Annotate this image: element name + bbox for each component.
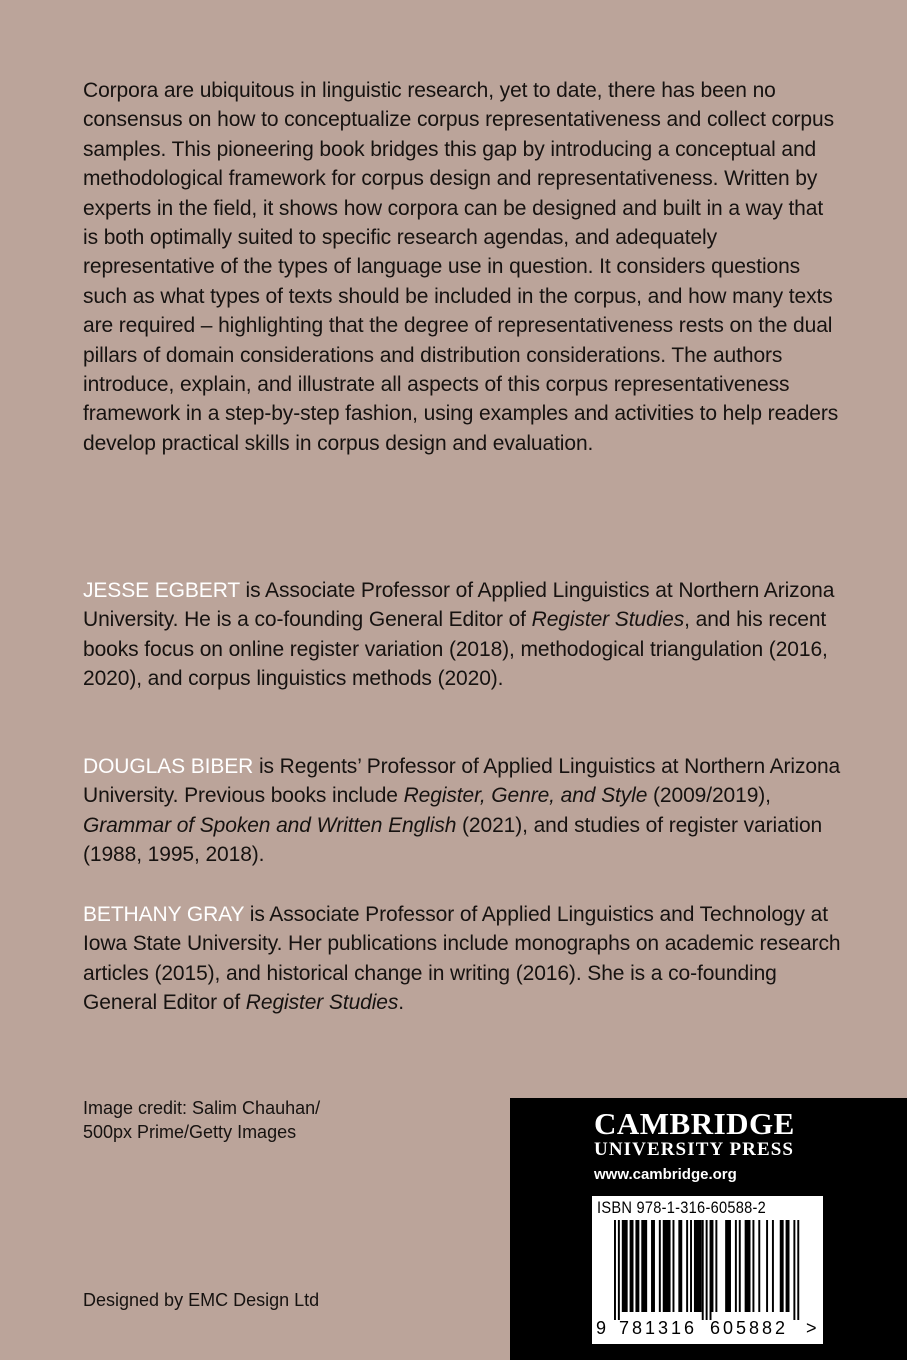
book-title: Grammar of Spoken and Written English (83, 813, 457, 837)
isbn-label: ISBN 978-1-316-60588-2 (597, 1198, 767, 1217)
barcode-bar (752, 1220, 754, 1312)
designer-credit: Designed by EMC Design Ltd (83, 1290, 320, 1310)
barcode-bar (694, 1220, 702, 1312)
barcode-bar (651, 1220, 655, 1312)
barcode-digits-right: 605882 (710, 1318, 789, 1338)
author-name-biber: DOUGLAS BIBER (83, 755, 254, 778)
barcode-bar (690, 1220, 692, 1312)
barcode-bar (745, 1220, 751, 1312)
barcode-bar (678, 1220, 682, 1312)
publisher-panel (510, 1098, 907, 1360)
journal-title: Register Studies (245, 991, 399, 1015)
journal-title: Register Studies (531, 608, 685, 632)
barcode-bar (712, 1220, 714, 1312)
barcode-bar (780, 1220, 784, 1312)
barcode-digit-first: 9 (596, 1318, 607, 1338)
barcode-bars (592, 1220, 823, 1320)
author-name-gray: BETHANY GRAY (83, 903, 245, 926)
barcode-digits-left: 781316 (619, 1318, 698, 1338)
barcode-bar (735, 1220, 737, 1312)
barcode-bar (710, 1220, 712, 1320)
barcode-bar (641, 1220, 647, 1312)
barcode-bar (614, 1220, 616, 1320)
publisher-url: www.cambridge.org (594, 1166, 737, 1183)
bio-text: (2009/2019), (647, 784, 771, 808)
barcode-bar (635, 1220, 639, 1312)
bio-text: is Associate Professor of Applied Linguistics and Technology at Iowa State University. Her publications include monographs on academic research articles (2015), and historical change in writing (2016). She is a co-founding General Editor of (83, 903, 841, 1015)
image-credit-line: 500px Prime/Getty Images (83, 1122, 297, 1142)
bio-text: . (398, 991, 405, 1015)
barcode-bar (772, 1220, 774, 1312)
author-bio-egbert (83, 576, 843, 694)
image-credit-line: Image credit: Salim Chauhan/ (83, 1098, 321, 1118)
bio-text: (2021), and studies of register variation (1988, 1995, 2018). (83, 813, 823, 867)
barcode-bar (758, 1220, 760, 1312)
bio-text: is Regents’ Professor of Applied Linguistics at Northern Arizona University. Previous books include (83, 755, 841, 808)
author-bio-gray (83, 900, 843, 1018)
barcode-bar (659, 1220, 661, 1312)
barcode-bar (706, 1220, 708, 1320)
publisher-name: CAMBRIDGE (594, 1106, 795, 1141)
bio-text: is Associate Professor of Applied Linguistics at Northern Arizona University. He is a co-founding General Editor of (83, 579, 835, 632)
isbn-barcode (592, 1196, 823, 1344)
author-name-egbert: JESSE EGBERT (83, 579, 240, 602)
publisher-subtitle: UNIVERSITY PRESS (594, 1139, 795, 1160)
author-bio-biber (83, 752, 843, 870)
barcode-end-mark: > (806, 1318, 817, 1338)
barcode-bar (618, 1220, 620, 1320)
barcode-bar (686, 1220, 688, 1312)
barcode-bar (739, 1220, 741, 1312)
barcode-bar (725, 1220, 731, 1312)
barcode-bar (630, 1220, 634, 1312)
book-title: Register, Genre, and Style (403, 784, 648, 808)
barcode-bar (793, 1220, 795, 1320)
barcode-bar (622, 1220, 628, 1312)
barcode-bar (786, 1220, 790, 1312)
barcode-bar (766, 1220, 768, 1312)
barcode-digits (592, 1318, 823, 1342)
bio-text: , and his recent books focus on online register variation (2018), methodogical triangulation (2016, 2020), and corpus linguistics methods (2020). (83, 608, 828, 691)
image-credit (83, 1096, 320, 1144)
barcode-bar (663, 1220, 671, 1312)
barcode-bar (715, 1220, 717, 1312)
barcode-bar (797, 1220, 799, 1320)
book-description: Corpora are ubiquitous in linguistic research, yet to date, there has been no consensus on how to conceptualize corpus representativeness and collect corpus samples. This pioneering book bridges this gap by introducing a conceptual and methodological framework for corpus design and representativeness. Written by experts in the field, it shows how corpora can be designed and built in a way that is both optimally suited to specific research agendas, and adequately representative of the types of language use in question. It considers questions such as what types of texts should be included in the corpus, and how many texts are required – highlighting that the degree of representativeness rests on the dual pillars of domain considerations and distribution considerations. The authors introduce, explain, and illustrate all aspects of this corpus representativeness framework in a step-by-step fashion, using examples and activities to help readers develop practical skills in corpus design and evaluation. (83, 79, 839, 455)
barcode-bar (673, 1220, 675, 1312)
barcode-bar (702, 1220, 704, 1320)
